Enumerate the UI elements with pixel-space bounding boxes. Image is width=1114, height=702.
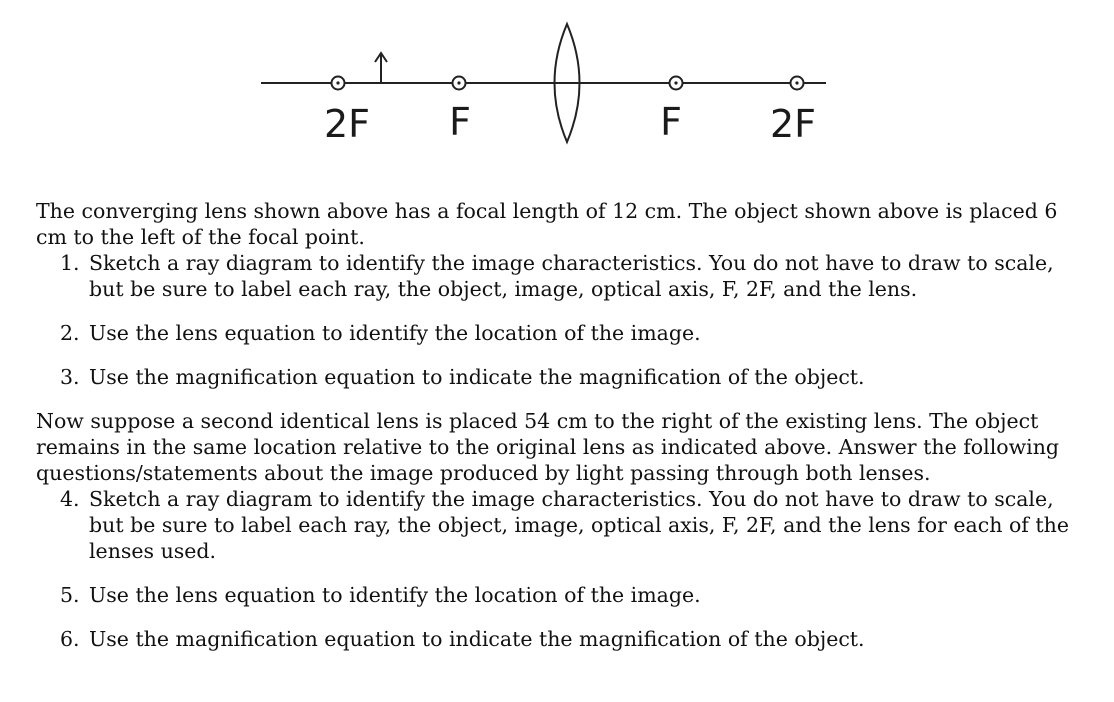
focal-point-right-2f <box>791 77 804 90</box>
question-number: 4. <box>60 487 80 511</box>
intro-paragraph: The converging lens shown above has a focal length of 12 cm. The object shown above is placed 6 cm to the left of the focal point. <box>36 199 1058 249</box>
question-text: Sketch a ray diagram to identify the image characteristics. You do not have to draw to scale, but be sure to label each ray, the object, image, optical axis, F, 2F, and the lens. <box>89 251 1054 301</box>
question-item-2 <box>36 320 1076 346</box>
question-number: 3. <box>60 365 80 389</box>
question-text: Use the magnification equation to indicate the magnification of the object. <box>89 627 865 651</box>
question-text: Use the lens equation to identify the location of the image. <box>89 583 701 607</box>
question-item-1 <box>36 250 1076 302</box>
question-text: Use the lens equation to identify the location of the image. <box>89 321 701 345</box>
second-lens-paragraph: Now suppose a second identical lens is placed 54 cm to the right of the existing lens. The object remains in the same location relative to the original lens as indicated above. Answer the following questions/statements about the image produced by light passing through both lenses. <box>36 409 1060 485</box>
lens-diagram <box>0 0 1114 160</box>
question-item-5 <box>36 582 1076 608</box>
focal-point-left-f <box>453 77 466 90</box>
question-number: 1. <box>60 251 80 275</box>
label-left-f: F <box>449 100 471 144</box>
question-list-part2 <box>36 486 1076 652</box>
question-item-6 <box>36 626 1076 652</box>
label-left-2f: 2F <box>323 102 371 146</box>
focal-point-left-2f <box>332 77 345 90</box>
question-number: 6. <box>60 627 80 651</box>
question-text: Sketch a ray diagram to identify the image characteristics. You do not have to draw to scale, but be sure to label each ray, the object, image, optical axis, F, 2F, and the lens for each of the lenses used. <box>89 487 1069 563</box>
question-list-part1 <box>36 250 1076 390</box>
focal-point-right-f <box>670 77 683 90</box>
label-right-f: F <box>660 100 682 144</box>
object-arrow <box>375 53 387 83</box>
label-right-2f: 2F <box>769 102 817 146</box>
question-item-3 <box>36 364 1076 390</box>
problem-text <box>36 198 1076 670</box>
question-text: Use the magnification equation to indicate the magnification of the object. <box>89 365 865 389</box>
question-item-4 <box>36 486 1076 564</box>
question-number: 2. <box>60 321 80 345</box>
question-number: 5. <box>60 583 80 607</box>
